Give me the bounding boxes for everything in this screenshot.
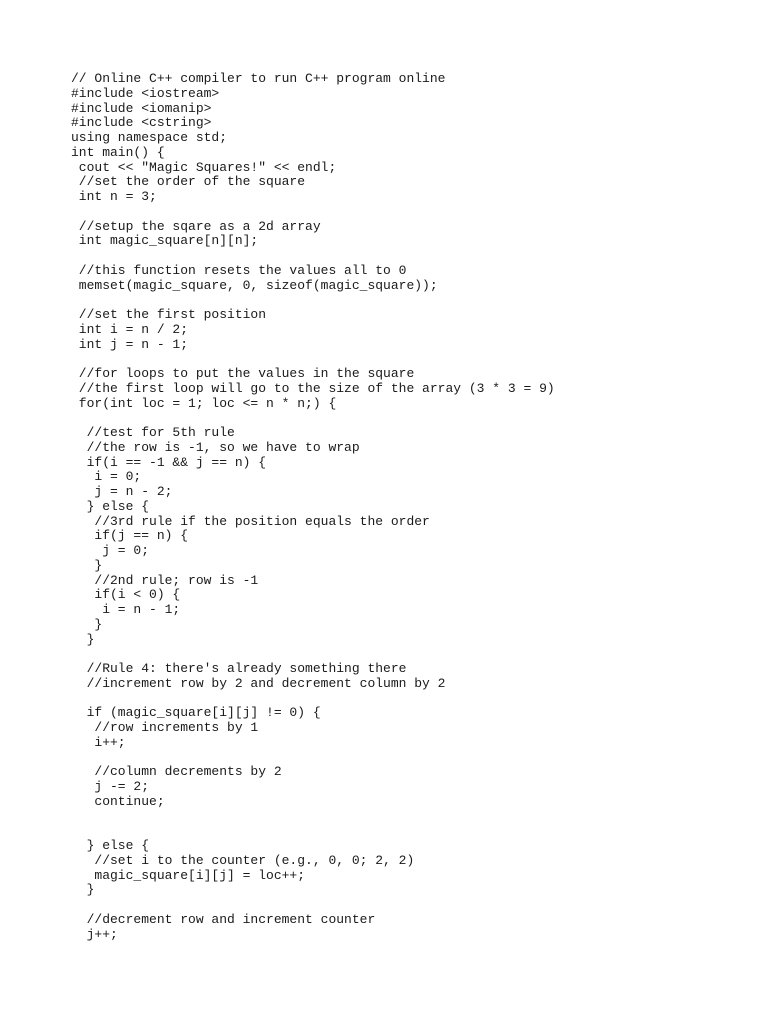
code-line: int magic_square[n][n]; — [71, 233, 259, 249]
code-line: int j = n - 1; — [71, 336, 189, 352]
code-line — [71, 692, 555, 707]
code-line: //this function resets the values all to 0 — [71, 262, 407, 278]
code-line: j++; — [71, 926, 118, 942]
code-line: using namespace std; — [71, 130, 228, 145]
code-line: //3rd rule if the position equals the order — [71, 513, 430, 529]
code-line: j -= 2; — [71, 779, 150, 794]
code-line: int main() { — [71, 144, 165, 160]
code-line: if(i < 0) { — [71, 587, 181, 603]
code-line: #include <cstring> — [71, 115, 212, 131]
code-line — [71, 293, 555, 308]
code-line: } else { — [71, 838, 150, 853]
code-line — [71, 411, 555, 426]
code-line: //set i to the counter (e.g., 0, 0; 2, 2) — [71, 852, 415, 868]
code-line: //set the order of the square — [71, 174, 306, 190]
code-line — [71, 205, 555, 220]
code-line: i++; — [71, 734, 126, 750]
code-line: } — [71, 557, 103, 573]
code-line: j = n - 2; — [71, 484, 173, 499]
code-line: cout << "Magic Squares!" << endl; — [71, 159, 337, 175]
code-line: //for loops to put the values in the square — [71, 366, 415, 381]
code-listing — [71, 72, 555, 942]
code-line: i = n - 1; — [71, 602, 181, 617]
code-line: //test for 5th rule — [71, 425, 235, 440]
code-line: //increment row by 2 and decrement column by 2 — [71, 675, 446, 691]
code-line: } — [71, 616, 103, 632]
code-line: //setup the sqare as a 2d array — [71, 218, 321, 234]
code-line: j = 0; — [71, 543, 150, 558]
code-line: #include <iomanip> — [71, 100, 212, 116]
code-line: //the first loop will go to the size of the array (3 * 3 = 9) — [71, 380, 555, 396]
code-line — [71, 898, 555, 913]
code-line: //decrement row and increment counter — [71, 911, 376, 927]
code-line: } — [71, 882, 95, 898]
code-line: //column decrements by 2 — [71, 764, 282, 780]
code-line: memset(magic_square, 0, sizeof(magic_square)); — [71, 277, 438, 293]
code-line: //the row is -1, so we have to wrap — [71, 439, 360, 455]
code-line: if(i == -1 && j == n) { — [71, 454, 267, 470]
code-line — [71, 249, 555, 264]
code-line — [71, 751, 555, 766]
code-line: // Online C++ compiler to run C++ program online — [71, 71, 446, 86]
code-line: for(int loc = 1; loc <= n * n;) { — [71, 395, 337, 411]
code-line: } — [71, 631, 95, 647]
code-line: } else { — [71, 498, 150, 514]
code-line: //set the first position — [71, 307, 267, 322]
code-line: if(j == n) { — [71, 528, 189, 544]
code-line: //2nd rule; row is -1 — [71, 572, 259, 588]
code-line — [71, 810, 555, 825]
code-line: magic_square[i][j] = loc++; — [71, 867, 306, 883]
code-line: int i = n / 2; — [71, 321, 189, 337]
code-line: continue; — [71, 793, 165, 809]
code-line: if (magic_square[i][j] != 0) { — [71, 705, 321, 721]
code-line — [71, 824, 555, 839]
code-line — [71, 352, 555, 367]
code-line — [71, 647, 555, 662]
code-line: //row increments by 1 — [71, 720, 259, 735]
code-line: i = 0; — [71, 469, 142, 485]
code-line: //Rule 4: there's already something there — [71, 661, 407, 676]
code-line: #include <iostream> — [71, 85, 220, 101]
code-line: int n = 3; — [71, 189, 157, 204]
